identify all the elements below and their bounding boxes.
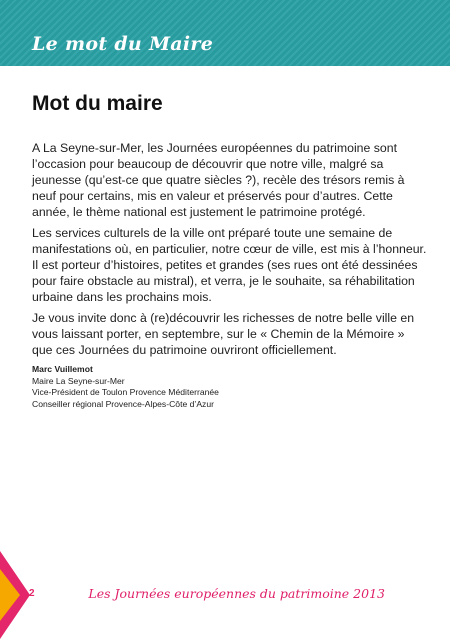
footer-title: Les Journées européennes du patrimoine 2013 bbox=[88, 586, 385, 601]
signatory-title: Vice-Président de Toulon Provence Méditerranée bbox=[32, 387, 219, 397]
section-title: Le mot du Maire bbox=[32, 33, 214, 55]
paragraph: Les services culturels de la ville ont préparé toute une semaine de manifestations où, en particulier, notre cœur de ville, est mis à l’honneur. Il est porteur d’histoires, petites et grandes (ses rues ont été dessinées pour faire obstacle au mistral), et verra, je le souhaite, sa réhabilitation urbaine dans les prochains mois. bbox=[32, 226, 427, 304]
header-band bbox=[0, 0, 450, 66]
paragraph: Je vous invite donc à (re)découvrir les richesses de notre belle ville en vous laissant porter, en septembre, sur le « Chemin de la Mémoire » que ces Journées du patrimoine ouvriront officiellement. bbox=[32, 311, 415, 357]
paragraph: A La Seyne-sur-Mer, les Journées européennes du patrimoine sont l’occasion pour beaucoup de découvrir que notre ville, malgré sa jeunesse (qu’est-ce que quatre siècles ?), recèle des trésors remis à neuf pour certains, mis en valeur et préservés pour d’autres. Cette année, le thème national est justement le patrimoine protégé. bbox=[32, 141, 405, 219]
signature-block bbox=[32, 364, 219, 410]
signatory-title: Conseiller régional Provence-Alpes-Côte d’Azur bbox=[32, 398, 214, 409]
signatory-title: Maire La Seyne-sur-Mer bbox=[32, 375, 125, 386]
page-number: 2 bbox=[29, 588, 35, 599]
corner-triangle-icon bbox=[0, 551, 30, 639]
page-title: Mot du maire bbox=[32, 92, 163, 115]
signatory-name: Marc Vuillemot bbox=[32, 364, 93, 374]
article-body bbox=[32, 140, 427, 363]
